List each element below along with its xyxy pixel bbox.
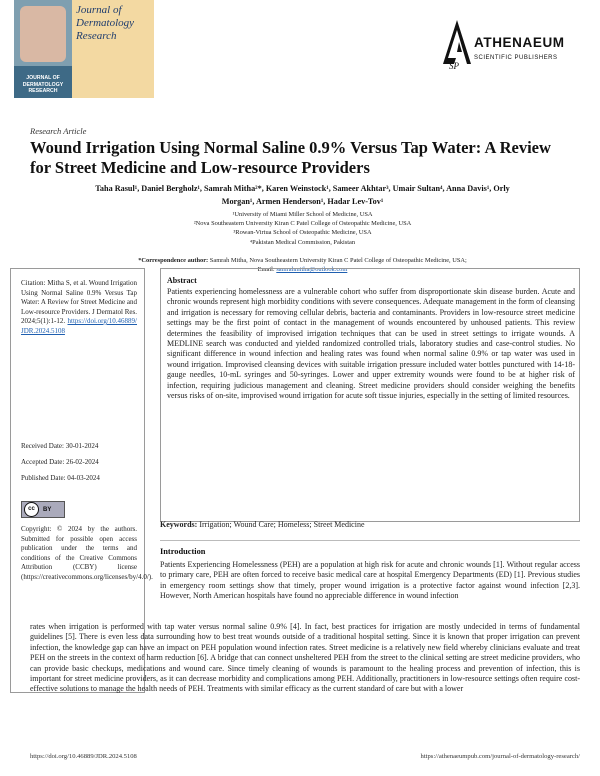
- keywords-label: Keywords:: [160, 520, 198, 529]
- journal-title-line: Dermatology: [76, 17, 135, 29]
- introduction-heading: Introduction: [160, 547, 206, 556]
- email-label: Email:: [257, 266, 275, 274]
- affiliation: ²Nova Southeastern University Kiran C Patel College of Osteopathic Medicine, USA: [193, 220, 412, 228]
- footer-doi-link[interactable]: https://doi.org/10.46889/JDR.2024.5108: [30, 753, 137, 760]
- author-list: [30, 183, 575, 208]
- cover-skin-graphic: [20, 6, 66, 62]
- publisher-subtitle: SCIENTIFIC PUBLISHERS: [474, 55, 558, 61]
- footer-journal-link[interactable]: https://athenaeumpub.com/journal-of-dermatology-research/: [420, 753, 580, 760]
- abstract-body: Patients experiencing homelessness are a vulnerable cohort who suffer from disproportionate skin disease burden. Acute and chronic wounds represent high morbidity conditions with severe consequences. Adequate management in the form of cleansing and irrigation is necessary for removing cellular debris, bacteria and contaminants. Providers in low-resource street medicine settings may be the first point of contact in the management of wounds encountered by unhoused patients. This review determines the feasibility of improvised irrigation techniques that can be used in street settings to irrigate wounds. A MEDLINE search was conducted and yielded randomized controlled trials, laboratory studies and case-control studies. No significant difference in wound infection and healing rates was found when normal saline 0.9% or tap water was used in wound irrigation. Improvised cleansing devices with suitable irrigation pressure included water bottles punctured with 14-18-gauge needles, 10-mL syringes and 50-syringes. Lower and upper extremity wounds were found to be at higher risk of infection, requiring judicious management and cleaning. Street medicine providers should consider weighing the benefits versus risks of on-site, improvised wound irrigation for acute soft tissue injuries, especially in the setting of limited resources.: [167, 287, 575, 401]
- affiliation: ³Rowan-Virtua School of Osteopathic Medicine, USA: [233, 229, 372, 237]
- affiliation: ⁴Pakistan Medical Commission, Pakistan: [249, 238, 356, 246]
- correspondence-label: *Correspondence author:: [138, 257, 209, 264]
- author-line: Taha Rasul¹, Daniel Bergholz¹, Samrah Mitha²*, Karen Weinstock¹, Sameer Akhtar³, Umair Sultan⁴, Anna Davis¹, Orly: [95, 184, 510, 193]
- publisher-name: ATHENAEUM: [474, 35, 565, 50]
- received-date: Received Date: 30-01-2024: [21, 442, 99, 450]
- cc-by-label: BY: [43, 506, 52, 513]
- article-dates: [21, 441, 137, 489]
- citation-doi-link[interactable]: https://doi.org/10.46889/JDR.2024.5108: [21, 317, 137, 335]
- keywords: [160, 520, 580, 529]
- article-title: Wound Irrigation Using Normal Saline 0.9% Versus Tap Water: A Review for Street Medicine and Low-resource Providers: [30, 138, 551, 177]
- published-date: Published Date: 04-03-2024: [21, 474, 100, 482]
- article-type: Research Article: [30, 126, 87, 136]
- affiliation-list: [30, 210, 575, 247]
- introduction-paragraph: rates when irrigation is performed with tap water versus normal saline 0.9% [4]. In fact, best practices for irrigation are mostly undecided in terms of fundamental guidelines [5]. There is even less data surrounding how to best treat wounds outside of a traditional hospital setting. Since it is known that proper irrigation can prevent infection, the knowledge gap can have an impact on PEH population wound infection rates. Street medicine is a relatively new field whereby clinicians evaluate and treat PEH on the streets in the context of harm reduction [6]. A bridge that can connect unsheltered PEH from the street to the clinical setting are street medicine providers, who can provide basic checkups, medications and wound care. Since timely cleaning of wounds is paramount to the healing process and prevention of infection, this is important for street medicine providers, as it can decrease morbidity and complications among PEH. Additionally, practitioners in low-resource settings often require cost-effective solutions to manage the health needs of PEH. Treatments with similar efficacy as the current standard of care but with a lower: [30, 622, 580, 694]
- affiliation: ¹University of Miami Miller School of Medicine, USA: [232, 211, 373, 218]
- journal-title: [72, 0, 154, 98]
- journal-title-line: Journal of: [76, 4, 122, 16]
- creative-commons-icon: cc: [24, 502, 39, 517]
- svg-text:SP: SP: [449, 61, 459, 70]
- athenaeum-triangle-logo-icon: [440, 18, 474, 70]
- email-link[interactable]: samrahmitha@outlook.com: [276, 266, 348, 274]
- accepted-date: Accepted Date: 26-02-2024: [21, 458, 99, 466]
- journal-cover: [14, 0, 154, 98]
- copyright-notice: Copyright: © 2024 by the authors. Submitted for possible open access publication under the terms and conditions of the Creative Commons Attribution (CCBY) license (https://creativecommons.org/licenses/by/4.0/).: [21, 525, 153, 581]
- correspondence-text: Samrah Mitha, Nova Southeastern University Kiran C Patel College of Osteopathic Medicine, USA;: [209, 257, 467, 264]
- publisher-logo: [440, 18, 590, 76]
- citation-text: Citation: Mitha S, et al. Wound Irrigation Using Normal Saline 0.9% Versus Tap Water: A Review for Street Medicine and Low-resource Providers. J Dermatol Res. 2024;5(1):1-12.: [21, 279, 137, 325]
- section-divider: [160, 540, 580, 541]
- abstract-heading: Abstract: [167, 276, 197, 285]
- cc-license-badge[interactable]: [21, 501, 65, 518]
- author-line: Morgan¹, Armen Henderson¹, Hadar Lev-Tov¹: [221, 196, 384, 206]
- keywords-text: Irrigation; Wound Care; Homeless; Street Medicine: [199, 520, 365, 529]
- cover-label: JOURNAL OF DERMATOLOGY RESEARCH: [22, 75, 64, 94]
- cover-image: [14, 0, 72, 98]
- abstract-box: [160, 268, 580, 522]
- introduction-paragraph: Patients Experiencing Homelessness (PEH) are a population at high risk for acute and chronic wounds [1]. Without regular access to primary care, PEH are often forced to receive basic medical care at hospital Emergency Departments (ED) [1]. Previous studies in emergency room settings show that timely, proper wound irrigation is a protective factor against wound infection [2,3]. However, North American hospitals have found no appreciable difference in wound infection: [160, 560, 580, 601]
- journal-title-line: Research: [76, 30, 117, 42]
- citation: [21, 279, 137, 336]
